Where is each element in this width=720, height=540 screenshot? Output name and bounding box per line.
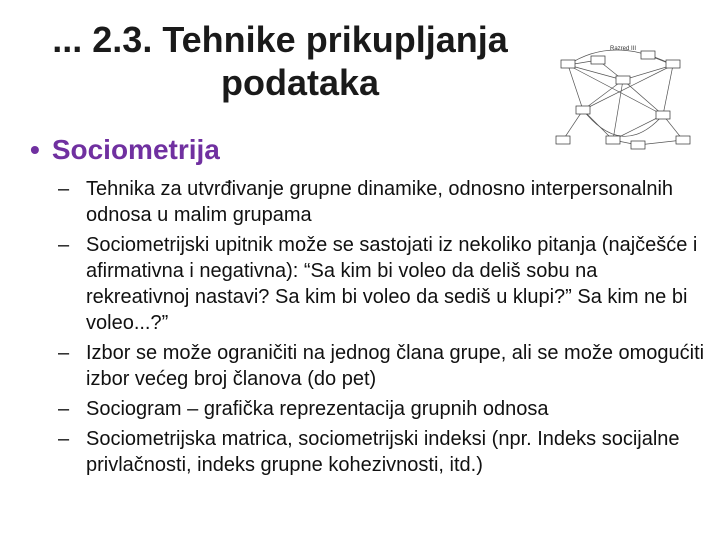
sub-bullet — [58, 396, 706, 422]
sub-bullet — [58, 232, 706, 336]
slide-title — [20, 18, 540, 104]
sub-bullet-list — [58, 176, 706, 482]
slide-title-line1: ... 2.3. Tehnike prikupljanja — [52, 19, 508, 60]
sub-bullet — [58, 340, 706, 392]
dash-marker: – — [58, 428, 70, 450]
sub-bullet-text: Sociometrijski upitnik može se sastojati iz nekoliko pitanja (najčešće i afirmativna i negativna): “Sa kim bi voleo da deliš sobu na rekreativnoj nastavi? Sa kim bi voleo da sediš u klupi?” Sa kim ne bi voleo...?” — [86, 234, 698, 334]
sociogram-image — [553, 40, 693, 160]
sub-bullet-text: Tehnika za utvrđivanje grupne dinamike, odnosno interpersonalnih odnosa u malim grupama — [86, 178, 674, 226]
sub-bullet-text: Sociometrijska matrica, sociometrijski indeksi (npr. Indeks socijalne privlačnosti, indeks grupne kohezivnosti, itd.) — [86, 428, 680, 476]
dash-marker: – — [58, 398, 70, 420]
main-bullet-text: Sociometrija — [51, 134, 220, 165]
sociogram-label: Razred III — [609, 46, 637, 52]
sub-bullet-text: Sociogram – grafička reprezentacija grupnih odnosa — [86, 398, 549, 420]
sub-bullet — [58, 426, 706, 478]
main-bullet — [30, 134, 220, 166]
dash-marker: – — [58, 178, 70, 200]
bullet-dot: • — [30, 134, 40, 165]
sub-bullet-text: Izbor se može ograničiti na jednog člana grupe, ali se može omogućiti izbor većeg broj članova (do pet) — [86, 342, 705, 390]
dash-marker: – — [58, 234, 70, 256]
slide-title-line2: podataka — [220, 62, 380, 104]
dash-marker: – — [58, 342, 70, 364]
sub-bullet — [58, 176, 706, 228]
